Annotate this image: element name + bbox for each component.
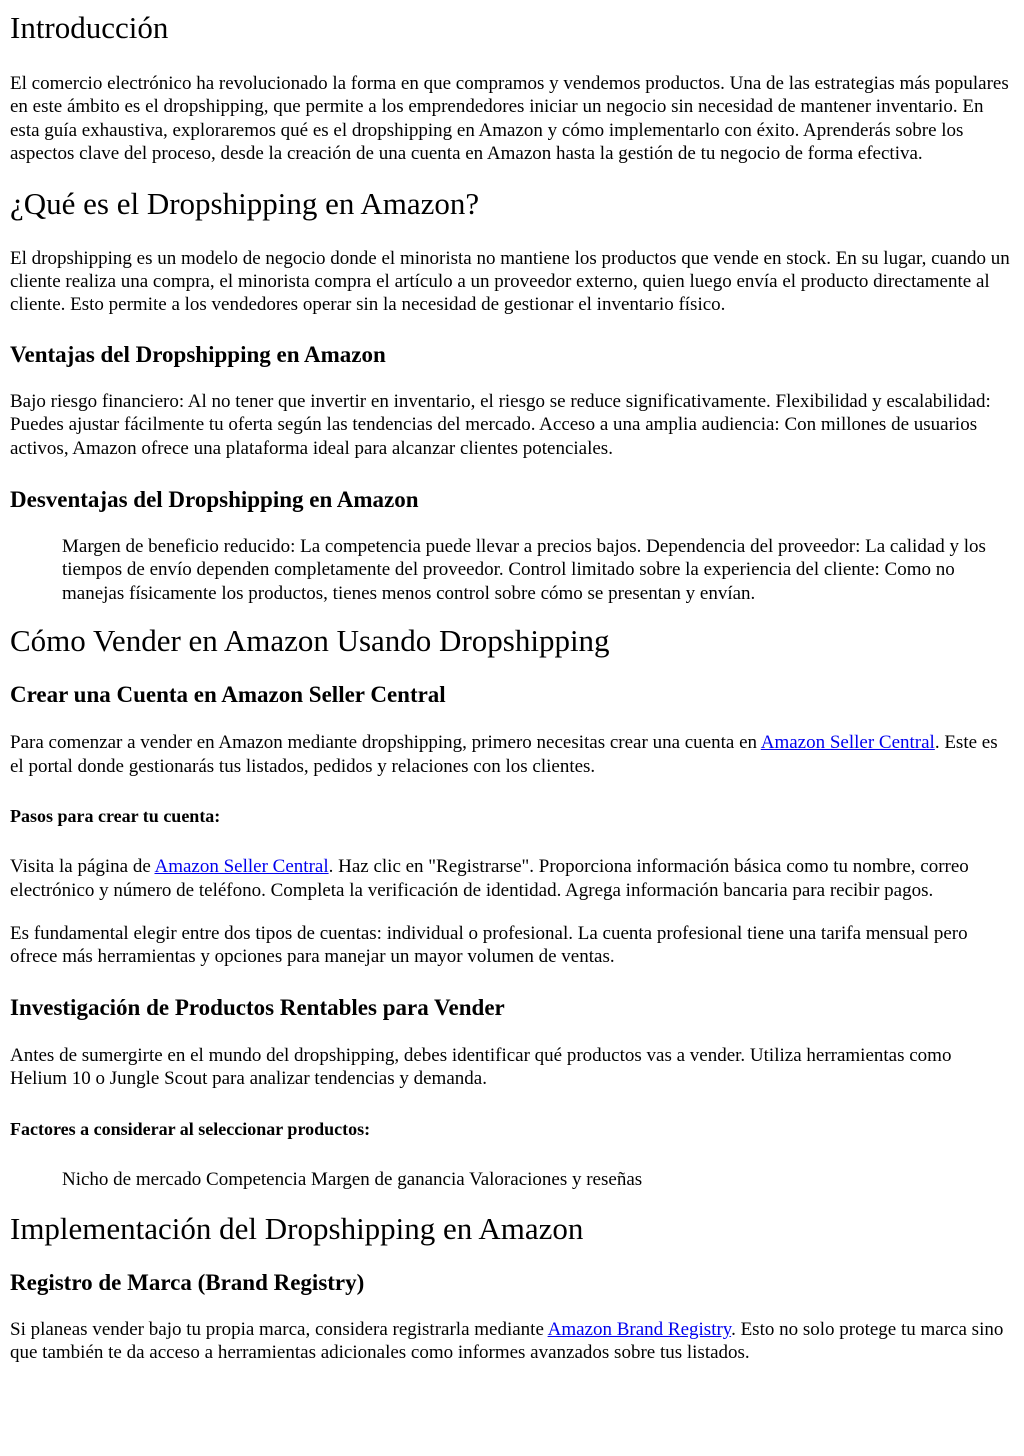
advantages-heading: Ventajas del Dropshipping en Amazon [10,341,386,367]
disadvantages-paragraph: Margen de beneficio reducido: La competencia puede llevar a precios bajos. Dependencia del proveedor: La calidad y los tiempos de envío dependen completamente del proveedor. Control limitado sobre la experiencia del cliente: Como no manejas físicamente los productos, tienes menos control sobre cómo se presentan y envían. [62,536,986,604]
seller-central-steps-link[interactable]: Amazon Seller Central [154,856,329,878]
steps-text-before: Visita la página de [10,856,155,878]
implementation-heading: Implementación del Dropshipping en Amazon [10,1210,584,1246]
disadvantages-heading: Desventajas del Dropshipping en Amazon [10,487,419,513]
brand-registry-link[interactable]: Amazon Brand Registry [547,1318,732,1340]
what-is-paragraph: El dropshipping es un modelo de negocio donde el minorista no mantiene los productos que vende en stock. En su lugar, cuando un cliente realiza una compra, el minorista compra el artículo a un proveedor externo, quien luego envía el producto directamente al cliente. Esto permite a los vendedores operar sin la necesidad de gestionar el inventario físico. [10,247,1010,316]
account-paragraph [10,731,1013,778]
brand-text-after: . Esto no solo protege tu marca sino que también te da acceso a herramientas adicionales como informes avanzados sobre tus listados. [10,1318,1004,1364]
seller-central-link[interactable]: Amazon Seller Central [760,732,935,754]
account-text-before: Para comenzar a vender en Amazon mediante dropshipping, primero necesitas crear una cuenta en [10,732,761,754]
intro-paragraph: El comercio electrónico ha revolucionado la forma en que compramos y vendemos productos. Una de las estrategias más populares en este ámbito es el dropshipping, que permite a los emprendedores iniciar un negocio sin necesidad de mantener inventario. En esta guía exhaustiva, exploraremos qué es el dropshipping en Amazon y cómo implementarlo con éxito. Aprenderás sobre los aspectos clave del proceso, desde la creación de una cuenta en Amazon hasta la gestión de tu negocio de forma efectiva. [10,73,1009,165]
steps-heading: Pasos para crear tu cuenta: [10,806,221,827]
account-text-after: . Este es el portal donde gestionarás tus listados, pedidos y relaciones con los clientes. [10,732,998,777]
article [0,10,1024,1365]
factors-paragraph: Nicho de mercado Competencia Margen de ganancia Valoraciones y reseñas [62,1168,643,1190]
steps-paragraph [10,855,1013,902]
advantages-paragraph: Bajo riesgo financiero: Al no tener que invertir en inventario, el riesgo se reduce significativamente. Flexibilidad y escalabilidad: Puedes ajustar fácilmente tu oferta según las tendencias del mercado. Acceso a una amplia audiencia: Con millones de usuarios activos, Amazon ofrece una plataforma ideal para alcanzar clientes potenciales. [10,390,991,459]
brand-paragraph [10,1318,1013,1365]
factors-heading: Factores a considerar al seleccionar productos: [10,1118,371,1139]
intro-heading: Introducción [10,10,169,45]
brand-heading: Registro de Marca (Brand Registry) [10,1269,365,1295]
research-paragraph: Antes de sumergirte en el mundo del dropshipping, debes identificar qué productos vas a vender. Utiliza herramientas como Helium 10 o Jungle Scout para analizar tendencias y demanda. [10,1044,952,1090]
steps-text-after: . Haz clic en "Registrarse". Proporciona información básica como tu nombre, correo electrónico y número de teléfono. Completa la verificación de identidad. Agrega información bancaria para recibir pagos. [10,856,969,901]
account-types-paragraph: Es fundamental elegir entre dos tipos de cuentas: individual o profesional. La cuenta profesional tiene una tarifa mensual pero ofrece más herramientas y opciones para manejar un mayor volumen de ventas. [10,922,968,968]
what-is-heading: ¿Qué es el Dropshipping en Amazon? [10,185,480,221]
brand-text-before: Si planeas vender bajo tu propia marca, considera registrarla mediante [10,1318,548,1340]
how-to-sell-heading: Cómo Vender en Amazon Usando Dropshipping [10,623,610,659]
research-heading: Investigación de Productos Rentables para Vender [10,994,505,1020]
account-heading: Crear una Cuenta en Amazon Seller Central [10,682,446,708]
